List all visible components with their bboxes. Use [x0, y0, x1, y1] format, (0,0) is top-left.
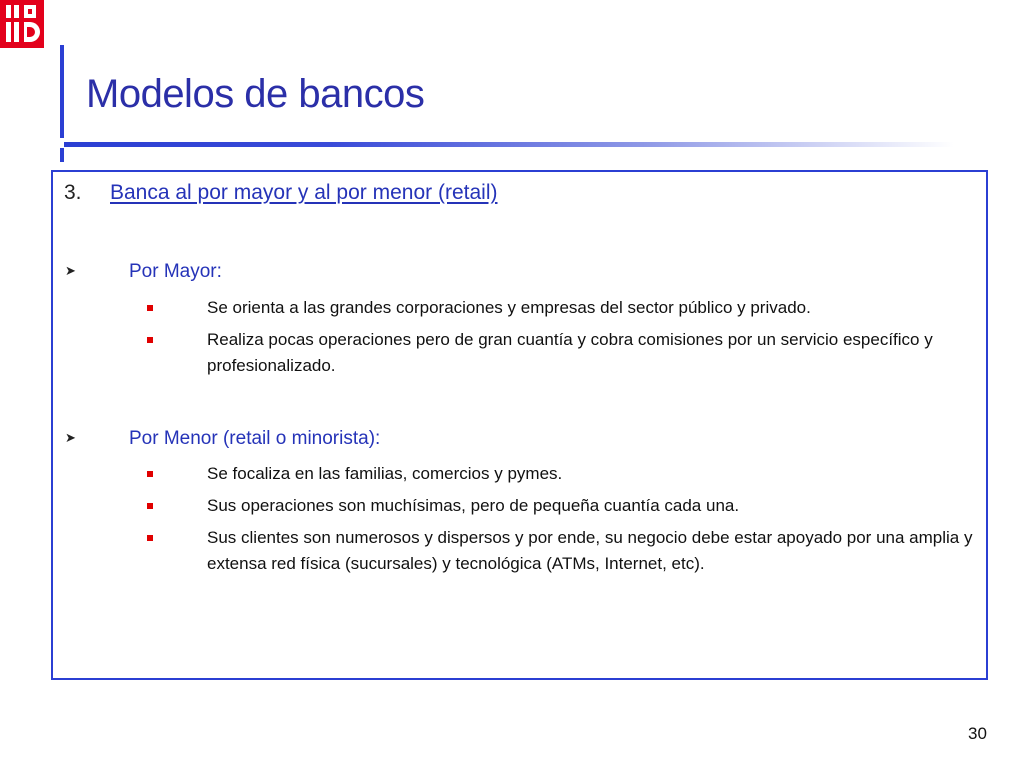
bullet-text: Se orienta a las grandes corporaciones y empresas del sector público y privado.	[207, 298, 811, 317]
square-bullet-icon	[147, 471, 153, 477]
slide-title: Modelos de bancos	[86, 72, 425, 116]
section-label: Por Mayor:	[129, 261, 222, 282]
list-item	[146, 493, 976, 519]
heading-text: Banca al por mayor y al por menor (retail)	[110, 181, 498, 204]
heading-number: 3.	[64, 181, 82, 204]
section-por-menor	[65, 428, 380, 450]
bullet-text: Sus clientes son numerosos y dispersos y por ende, su negocio debe estar apoyado por una amplia y extensa red física (sucursales) y tecnológica (ATMs, Internet, etc).	[207, 528, 973, 573]
square-bullet-icon	[147, 535, 153, 541]
section-label: Por Menor (retail o minorista):	[129, 428, 381, 449]
square-bullet-icon	[147, 337, 153, 343]
title-accent-bar-small	[60, 148, 64, 162]
bullet-list-por-mayor	[146, 295, 976, 385]
section-heading	[64, 181, 498, 205]
list-item	[146, 461, 976, 487]
bullet-list-por-menor	[146, 461, 976, 583]
list-item	[146, 327, 976, 379]
list-item	[146, 295, 976, 321]
bullet-text: Realiza pocas operaciones pero de gran cuantía y cobra comisiones por un servicio específico y profesionalizado.	[207, 330, 933, 375]
bank-logo-icon	[0, 0, 44, 48]
content-box	[51, 170, 988, 680]
square-bullet-icon	[147, 305, 153, 311]
bullet-text: Se focaliza en las familias, comercios y pymes.	[207, 464, 563, 483]
title-accent-bar	[60, 45, 64, 138]
section-por-mayor	[65, 261, 222, 283]
arrow-bullet-icon: ➤	[65, 430, 76, 445]
list-item	[146, 525, 976, 577]
bullet-text: Sus operaciones son muchísimas, pero de pequeña cuantía cada una.	[207, 496, 740, 515]
arrow-bullet-icon: ➤	[65, 263, 76, 278]
page-number: 30	[968, 724, 987, 743]
title-divider	[64, 142, 954, 147]
square-bullet-icon	[147, 503, 153, 509]
